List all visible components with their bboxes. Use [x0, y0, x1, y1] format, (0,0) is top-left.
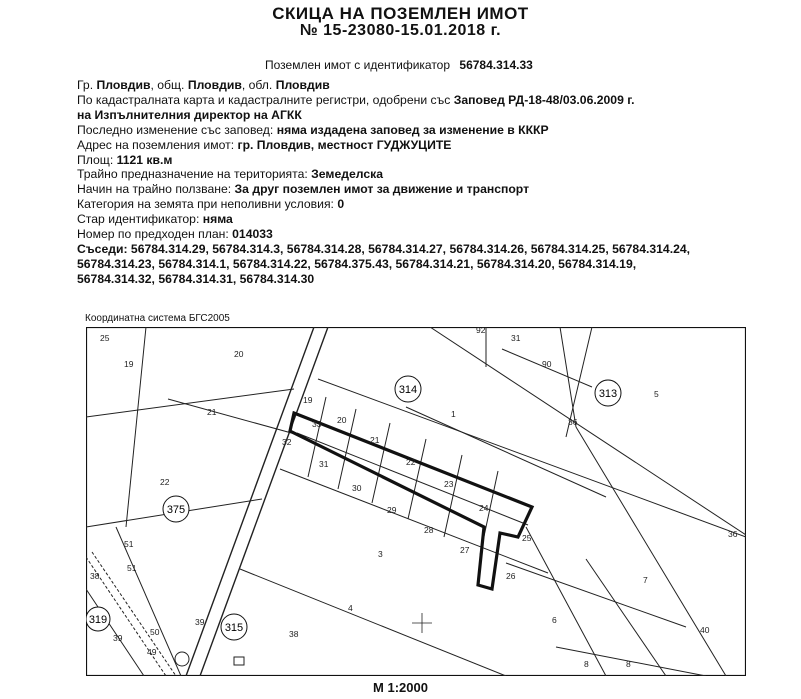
- neighbors-value: 56784.314.29, 56784.314.3, 56784.314.28, 56784.314.27, 56784.314.26, 56784.314.25, 56784.314.24, 56784.314.23, 56784.314.1, 56784.314.22, 56784.375.43, 56784.314.21, 56784.314.20, 56784.314.19, 56784.314.32, 56784.314.31, 56784.314.30: [77, 241, 691, 286]
- block-label-375: 375: [166, 504, 186, 516]
- purpose-value: Земеделска: [311, 167, 383, 182]
- identifier-line: [265, 58, 533, 72]
- category-label: Категория на земята при неполивни условия:: [77, 197, 334, 212]
- usage-value: За друг поземлен имот за движение и транспорт: [234, 182, 530, 197]
- cadastre-by: на Изпълнителния директор на АГКК: [77, 107, 302, 122]
- parcel-label: 21: [207, 407, 217, 417]
- parcel-label: 4: [348, 603, 353, 613]
- parcel-label: 25: [100, 333, 110, 343]
- parcel-label: 90: [542, 359, 552, 369]
- parcel-label: 26: [506, 571, 516, 581]
- parcel-label: 36: [568, 417, 578, 427]
- parcel-label: 38: [90, 571, 100, 581]
- parcel-label: 22: [406, 457, 416, 467]
- address-line: [77, 138, 777, 153]
- parcel-label: 20: [337, 415, 347, 425]
- area-line: [77, 153, 777, 168]
- location-obl: Пловдив: [275, 78, 330, 92]
- location-mun-label: , общ.: [150, 78, 185, 92]
- parcel-label: 39: [195, 617, 205, 627]
- cadastre-line: [77, 93, 777, 108]
- neighbors-label: Съседи:: [77, 241, 128, 256]
- prev-plan-label: Номер по предходен план:: [77, 227, 229, 242]
- property-details: [77, 78, 777, 287]
- old-id-line: [77, 212, 777, 227]
- parcel-label: 7: [643, 575, 648, 585]
- parcel-label: 24: [479, 503, 489, 513]
- document-number: № 15-23080-15.01.2018 г.: [299, 22, 502, 39]
- purpose-label: Трайно предназначение на територията:: [77, 167, 308, 182]
- usage-line: [77, 182, 777, 197]
- old-id-label: Стар идентификатор:: [77, 212, 200, 227]
- parcel-label: 33: [312, 419, 322, 429]
- identifier-value: 56784.314.33: [459, 58, 533, 72]
- parcel-label: 31: [511, 333, 521, 343]
- identifier-label: Поземлен имот с идентификатор: [265, 58, 451, 72]
- prev-plan-value: 014033: [232, 227, 273, 242]
- location-obl-label: , обл.: [241, 78, 273, 92]
- location-city: Пловдив: [96, 78, 151, 92]
- parcel-label: 6: [552, 615, 557, 625]
- cadastral-map: [86, 327, 746, 676]
- parcel-label: 31: [319, 459, 329, 469]
- parcel-label: 28: [424, 525, 434, 535]
- address-value: гр. Пловдив, местност ГУДЖУЦИТЕ: [237, 137, 452, 152]
- cadastre-order: Заповед РД-18-48/03.06.2009 г.: [453, 92, 635, 107]
- parcel-label: 92: [476, 327, 486, 335]
- area-value: 1121 кв.м: [116, 152, 173, 167]
- block-label-315: 315: [224, 622, 244, 634]
- parcel-label: 19: [303, 395, 313, 405]
- location-mun: Пловдив: [187, 78, 242, 92]
- parcel-label: 36: [728, 529, 738, 539]
- neighbors-line: [77, 242, 717, 287]
- parcel-label: 1: [451, 409, 456, 419]
- cadastre-by-line: [77, 108, 777, 123]
- parcel-label: 51: [124, 539, 134, 549]
- parcel-label: 23: [444, 479, 454, 489]
- prev-plan-line: [77, 227, 777, 242]
- block-label-314: 314: [398, 384, 418, 396]
- parcel-label: 8: [584, 659, 589, 669]
- parcel-label: 40: [700, 625, 710, 635]
- category-value: 0: [337, 197, 345, 212]
- block-label-313: 313: [598, 388, 618, 400]
- address-label: Адрес на поземления имот:: [77, 137, 235, 152]
- location-gr: Гр.: [77, 78, 94, 92]
- block-label-319: 319: [88, 614, 108, 626]
- purpose-line: [77, 167, 777, 182]
- parcel-label: 39: [113, 633, 123, 643]
- area-label: Площ:: [77, 152, 114, 167]
- parcel-label: 20: [234, 349, 244, 359]
- parcel-label: 19: [124, 359, 134, 369]
- parcel-label: 38: [289, 629, 299, 639]
- last-change-line: [77, 123, 777, 138]
- category-line: [77, 197, 777, 212]
- location-line: [77, 78, 777, 93]
- parcel-label: 8: [626, 659, 631, 669]
- cadastre-text: По кадастралната карта и кадастралните регистри, одобрени със: [77, 92, 451, 107]
- map-scale: М 1:2000: [373, 680, 428, 695]
- old-id-value: няма: [202, 212, 233, 227]
- parcel-label: 29: [387, 505, 397, 515]
- parcel-label: 25: [522, 533, 532, 543]
- coordinate-system: Координатна система БГС2005: [85, 313, 230, 324]
- parcel-label: 27: [460, 545, 470, 555]
- parcel-label: 50: [150, 627, 160, 637]
- last-change-value: няма издадена заповед за изменение в КККР: [276, 122, 549, 137]
- document-title: СКИЦА НА ПОЗЕМЛЕН ИМОТ: [272, 4, 529, 23]
- last-change-label: Последно изменение със заповед:: [77, 122, 274, 137]
- usage-label: Начин на трайно ползване:: [77, 182, 232, 197]
- parcel-label: 49: [147, 647, 157, 657]
- parcel-label: 51: [127, 563, 137, 573]
- parcel-label: 3: [378, 549, 383, 559]
- parcel-label: 5: [654, 389, 659, 399]
- parcel-label: 32: [282, 437, 292, 447]
- parcel-label: 22: [160, 477, 170, 487]
- parcel-label: 21: [370, 435, 380, 445]
- parcel-label: 30: [352, 483, 362, 493]
